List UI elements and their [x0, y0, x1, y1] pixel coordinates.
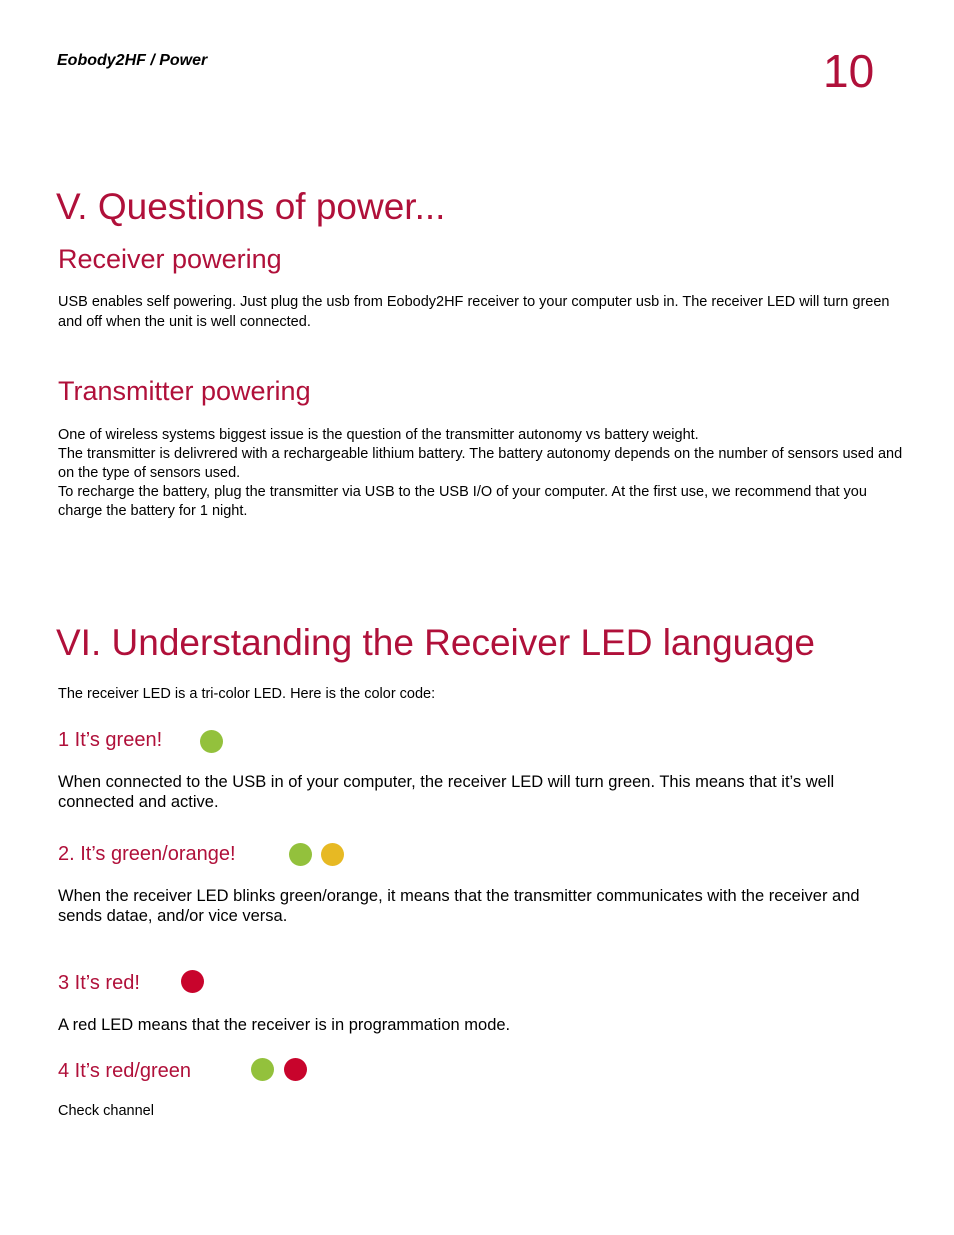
led-dot-red	[284, 1058, 307, 1081]
transmitter-powering-text	[58, 426, 903, 521]
led-text-red: A red LED means that the receiver is in programmation mode.	[58, 1016, 511, 1034]
transmitter-paragraph-3: To recharge the battery, plug the transmitter via USB to the USB I/O of your computer. At the first use, we recommend that you charge the battery for 1 night.	[58, 484, 867, 519]
led-dot-red	[181, 970, 204, 993]
page-number: 10	[823, 45, 875, 97]
led-dot-green	[251, 1058, 274, 1081]
led-heading-red-green: 4 It’s red/green	[58, 1060, 192, 1082]
led-text-red-green: Check channel	[58, 1103, 154, 1119]
running-header: Eobody2HF / Power	[57, 52, 208, 69]
led-heading-red: 3 It’s red!	[58, 972, 140, 994]
led-heading-green: 1 It’s green!	[58, 729, 163, 751]
section-title-led-language: VI. Understanding the Receiver LED language	[56, 622, 815, 663]
heading-receiver-powering: Receiver powering	[58, 244, 282, 274]
heading-transmitter-powering: Transmitter powering	[58, 376, 311, 406]
transmitter-paragraph-2: The transmitter is delivrered with a rechargeable lithium battery. The battery autonomy depends on the number of sensors used and on the type of sensors used.	[58, 446, 903, 481]
led-dot-orange	[321, 843, 344, 866]
led-heading-green-orange: 2. It’s green/orange!	[58, 843, 236, 865]
transmitter-paragraph-1: One of wireless systems biggest issue is the question of the transmitter autonomy vs battery weight.	[58, 427, 699, 443]
led-dot-green	[289, 843, 312, 866]
section-title-power: V. Questions of power...	[56, 186, 446, 227]
led-intro-text: The receiver LED is a tri-color LED. Here is the color code:	[58, 686, 436, 702]
receiver-powering-text: USB enables self powering. Just plug the usb from Eobody2HF receiver to your computer usb in. The receiver LED will turn green and off when the unit is well connected.	[58, 294, 890, 330]
led-text-green-orange: When the receiver LED blinks green/orange, it means that the transmitter communicates with the receiver and sends datae, and/or vice versa.	[58, 887, 860, 925]
led-dot-green	[200, 730, 223, 753]
led-text-green: When connected to the USB in of your computer, the receiver LED will turn green. This means that it’s well connected and active.	[58, 773, 835, 811]
